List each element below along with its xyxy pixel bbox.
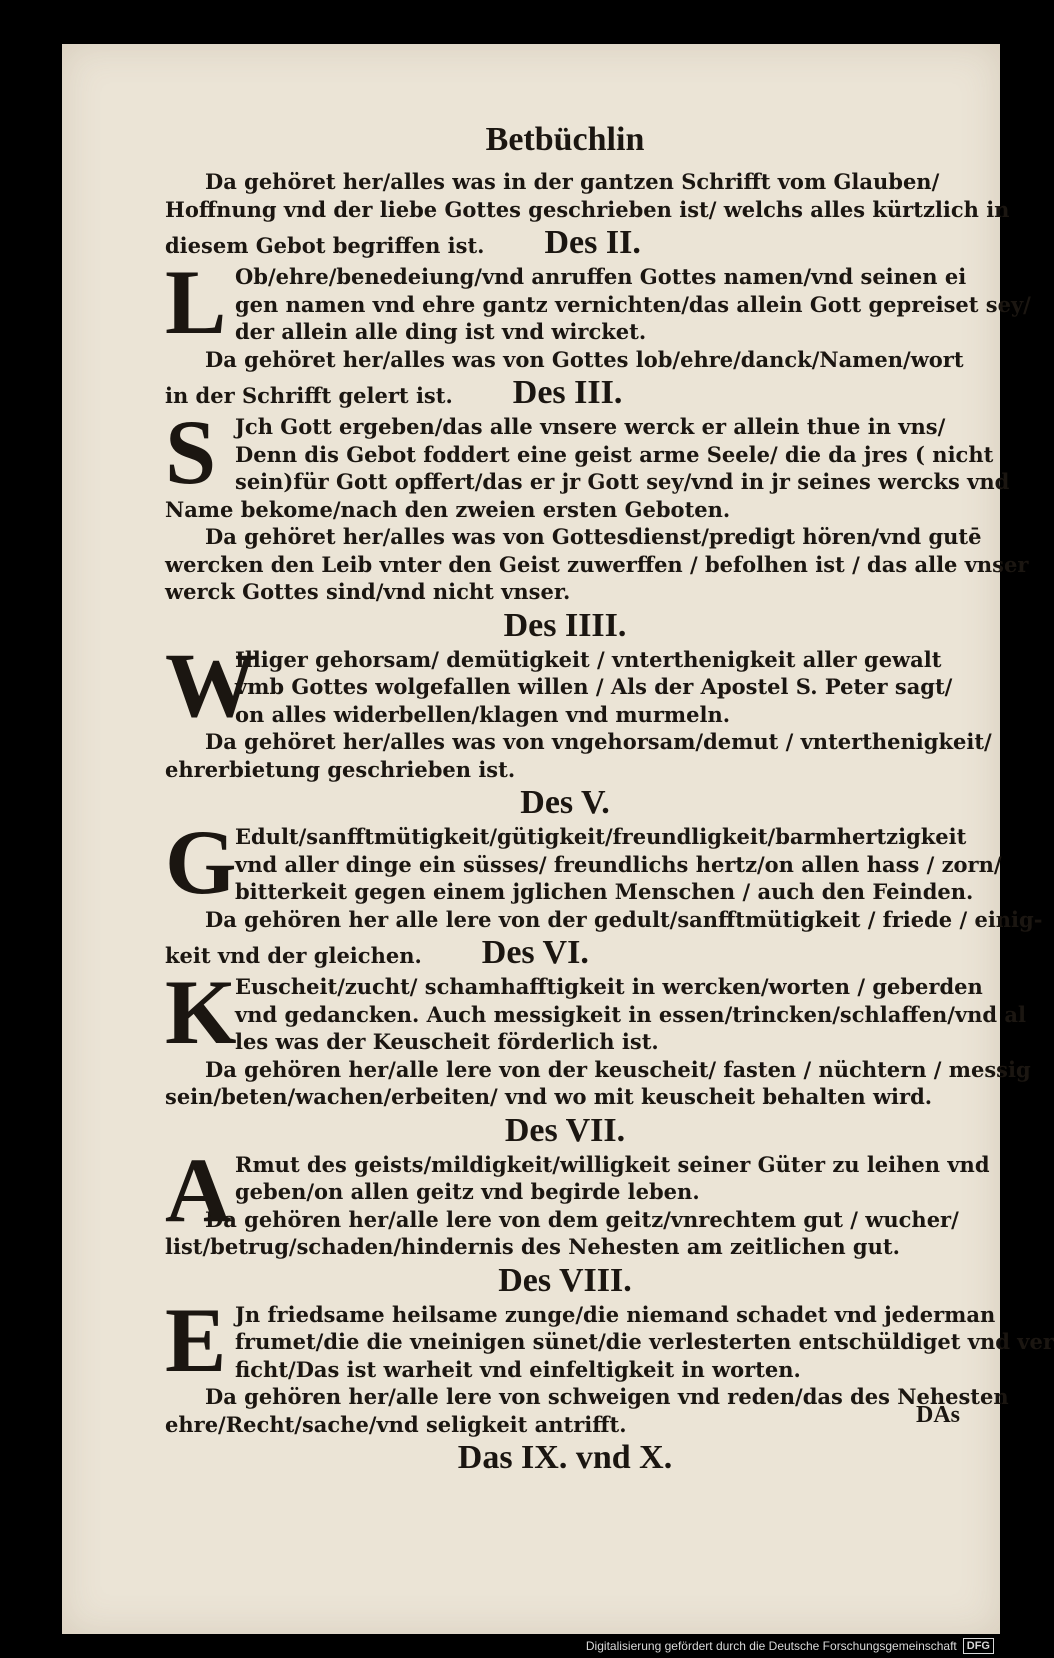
text-line: der allein alle ding ist vnd wircket. (235, 319, 647, 344)
text-line-content: diesem Gebot begriffen ist. (165, 233, 485, 258)
decorated-initial: E (165, 1288, 227, 1391)
text-line: list/betrug/schaden/hindernis des Nehesten am zeitlichen gut. (165, 1234, 900, 1259)
text-line: ehrerbietung geschrieben ist. (165, 756, 516, 782)
text-line: Da gehöret her/alles was von Gottes lob/ehre/danck/Namen/wort (205, 346, 964, 372)
commandment-heading: Das IX. vnd X. (457, 1439, 673, 1476)
decorated-initial: W (165, 633, 257, 736)
text-line: Jn friedsame heilsame zunge/die niemand schadet vnd jederman (235, 1301, 996, 1327)
text-line: Illiger gehorsam/ demütigkeit / vnterthenigkeit aller gewalt (235, 646, 942, 672)
text-line-content: in der Schrifft gelert ist. (165, 383, 453, 408)
text-line: geben/on allen geitz vnd begirde leben. (235, 1179, 700, 1204)
text-line: Da gehöret her/alles was in der gantzen Schrifft vom Glauben/ (205, 169, 940, 194)
commandment-heading: Des IIII. (503, 606, 627, 644)
decorated-initial: K (165, 961, 237, 1063)
credit-text: Digitalisierung gefördert durch die Deutsche Forschungsgemeinschaft (585, 1639, 957, 1653)
text-line: sein)für Gott opffert/das er jr Gott sey/vnd in jr seines wercks vnd (235, 469, 1010, 494)
commandment-paragraph (165, 1288, 1054, 1391)
commandment-paragraph (165, 401, 1010, 503)
text-line: Denn dis Gebot foddert eine geist arme Seele/ die da jres ( nicht (235, 441, 994, 467)
text-line: Da gehören her/alle lere von der keuscheit/ fasten / nüchtern / messig (205, 1056, 1031, 1082)
text-line: Da gehören her/alle lere von dem geitz/vnrechtem gut / wucher/ (205, 1206, 959, 1232)
decorated-initial: A (165, 1138, 232, 1241)
text-line: frumet/die die vneinigen sünet/die verlesterten entschüldiget vnd ver (235, 1329, 1054, 1354)
text-line: les was der Keuscheit förderlich ist. (235, 1029, 659, 1054)
text-line: Hoffnung vnd der liebe Gottes geschrieben ist/ welchs alles kürtzlich in (165, 196, 1010, 222)
text-line (165, 373, 965, 413)
text-line: Jch Gott ergeben/das alle vnsere werck er allein thue in vns/ (235, 414, 946, 439)
text-line: Da gehören her/alle lere von schweigen vnd reden/das des Nehesten (205, 1384, 1009, 1409)
text-line: Da gehören her alle lere von der gedult/sanfftmütigkeit / friede / einig- (205, 906, 1043, 932)
commandment-heading: Des VII. (504, 1111, 626, 1149)
text-line: Ob/ehre/benedeiung/vnd anruffen Gottes namen/vnd seinen ei (235, 264, 967, 289)
text-line: Da gehöret her/alles was von Gottesdienst/predigt hören/vnd gutē (205, 524, 982, 549)
text-line: Euscheit/zucht/ schamhafftigkeit in wercken/worten / geberden (235, 974, 983, 999)
commandment-heading: Des VI. (481, 934, 589, 971)
text-line: Da gehöret her/alles was von vngehorsam/demut / vnterthenigkeit/ (205, 729, 992, 754)
commandment-paragraph (165, 811, 1002, 913)
commandment-heading: Des V. (520, 784, 610, 821)
text-line: ficht/Das ist warheit vnd einfeltigkeit in worten. (235, 1356, 801, 1382)
commandment-paragraph (165, 961, 1026, 1063)
commandment-paragraph (165, 633, 965, 736)
text-line: vnd gedancken. Auch messigkeit in essen/trincken/schlaffen/vnd al (235, 1001, 1026, 1027)
text-line: werck Gottes sind/vnd nicht vnser. (165, 579, 571, 604)
text-line: wercken den Leib vnter den Geist zuwerffen / befolhen ist / das alle vnser (165, 551, 1029, 577)
text-line: sein/beten/wachen/erbeiten/ vnd wo mit keuscheit behalten wird. (165, 1084, 933, 1109)
text-line: vnd aller dinge ein süsses/ freundlichs hertz/on allen hass / zorn/ (235, 851, 1002, 877)
footer-credit (586, 1636, 994, 1656)
text-line: bitterkeit gegen einem jglichen Menschen / auch den Feinden. (235, 879, 974, 904)
catchword: DAs (915, 1402, 960, 1428)
text-line: gen namen vnd ehre gantz vernichten/das allein Gott gepreiset sey/ (235, 291, 1031, 317)
text-line: ehre/Recht/sache/vnd seligkeit antrifft. (165, 1411, 627, 1437)
dfg-logo: DFG (963, 1638, 994, 1654)
commandment-heading: Des II. (544, 224, 641, 261)
text-line: Rmut des geists/mildigkeit/willigkeit seiner Güter zu leihen vnd (235, 1151, 990, 1177)
commandment-paragraph (165, 251, 1031, 353)
text-line (165, 223, 965, 263)
text-line: Edult/sanfftmütigkeit/gütigkeit/freundligkeit/barmhertzigkeit (235, 824, 967, 849)
text-line-content: keit vnd der gleichen. (165, 943, 422, 968)
decorated-initial: L (165, 251, 227, 353)
decorated-initial: S (165, 401, 217, 503)
text-line: vmb Gottes wolgefallen willen / Als der Apostel S. Peter sagt/ (235, 674, 953, 699)
text-line (165, 933, 965, 973)
page-body (165, 168, 1054, 1478)
commandment-heading: Des III. (512, 374, 623, 411)
text-line: Name bekome/nach den zweien ersten Geboten. (165, 496, 731, 522)
page-title: Betbüchlin (485, 121, 645, 158)
decorated-initial: G (165, 811, 237, 913)
commandment-heading: Des VIII. (498, 1261, 632, 1299)
page-text (165, 118, 1054, 1478)
text-line: on alles widerbellen/klagen vnd murmeln. (235, 701, 731, 727)
